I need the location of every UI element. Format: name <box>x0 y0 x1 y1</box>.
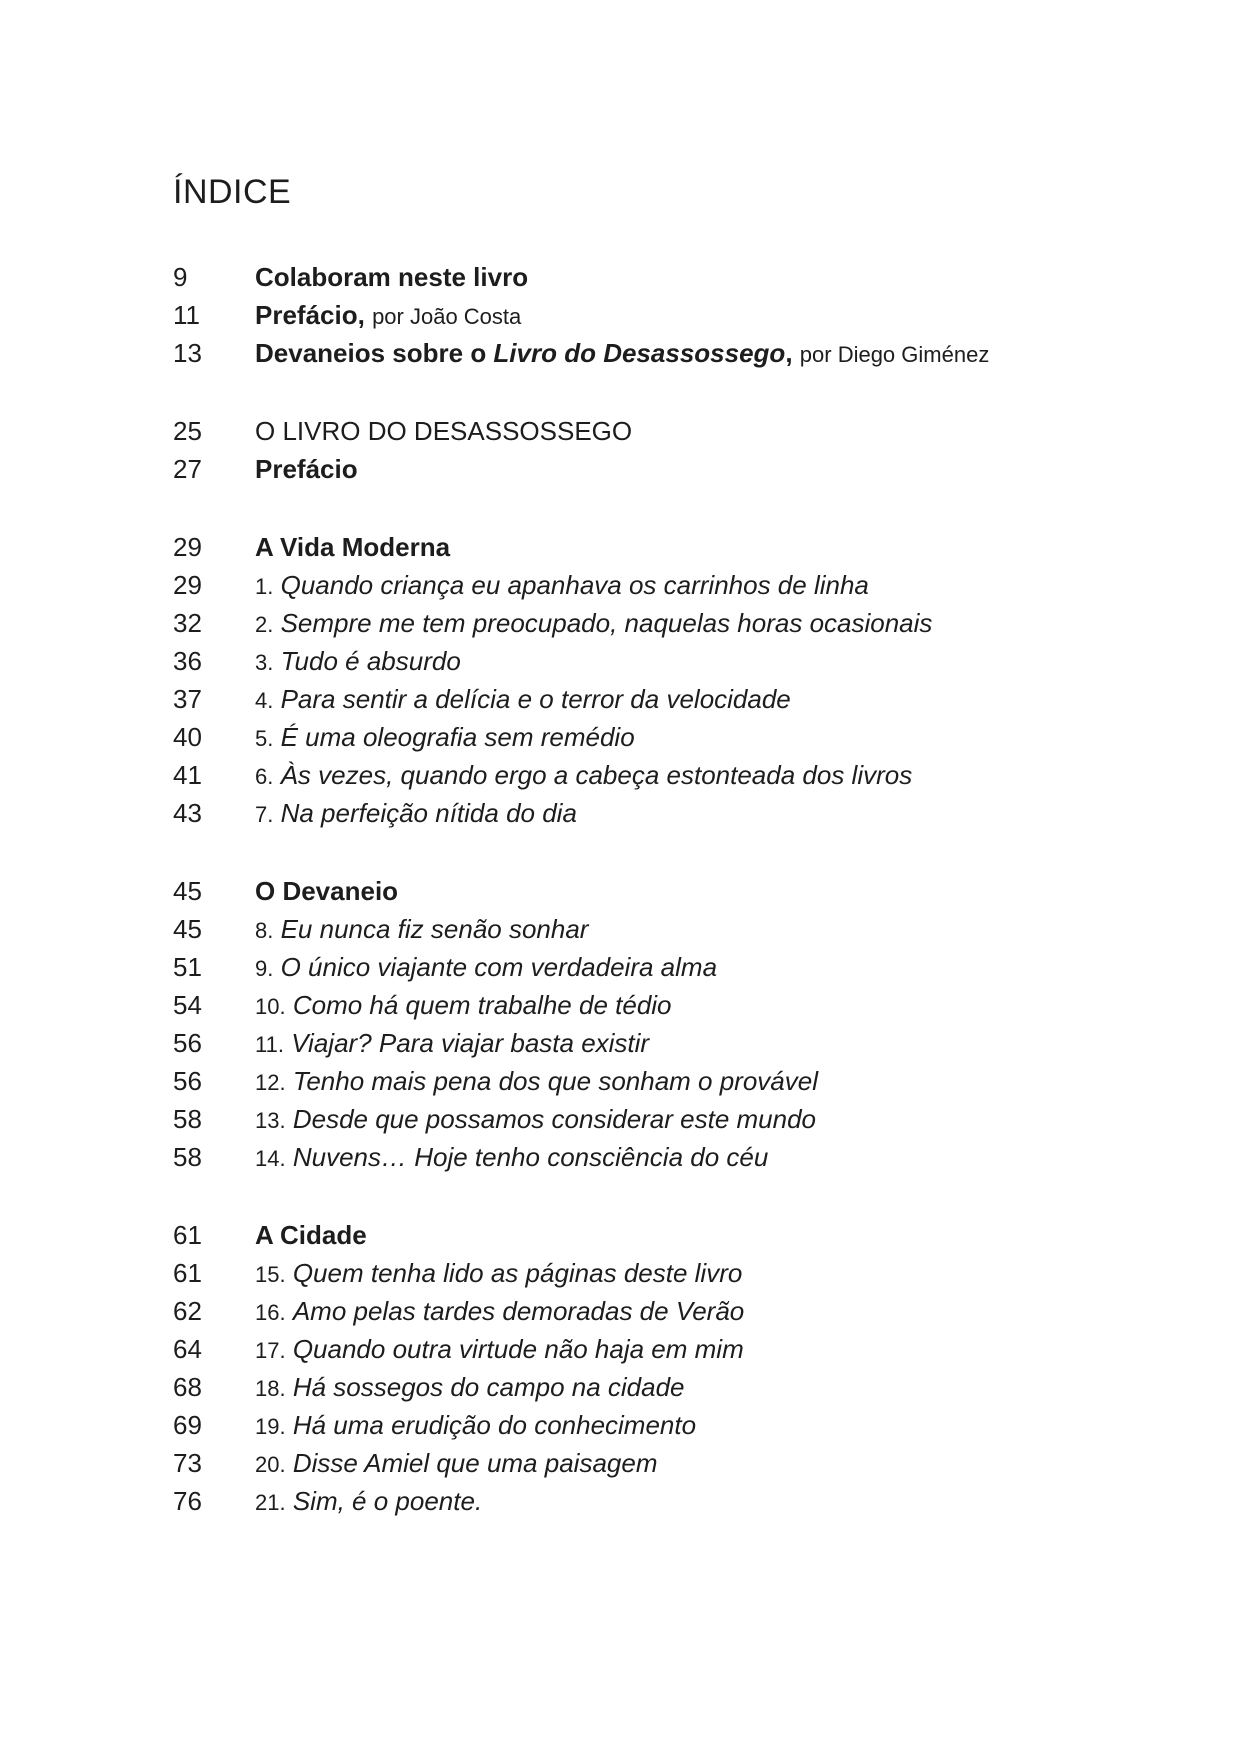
entry-title: Às vezes, quando ergo a cabeça estonteada dos livros <box>280 760 913 790</box>
page-number: 64 <box>173 1334 202 1364</box>
page-number: 29 <box>173 532 202 562</box>
entry-number: 17. <box>255 1338 286 1363</box>
entry-title: Prefácio, <box>255 300 365 330</box>
entry-title: Para sentir a delícia e o terror da velocidade <box>280 684 791 714</box>
entry-title: Tenho mais pena dos que sonham o provável <box>292 1066 818 1096</box>
entry-number: 3. <box>255 650 274 675</box>
entry-title: Colaboram neste livro <box>255 262 529 292</box>
toc-entry <box>173 1100 1153 1138</box>
entry-number: 5. <box>255 726 274 751</box>
page-number: 61 <box>173 1220 202 1250</box>
entry-title-post: , <box>785 338 793 368</box>
toc-entry-book-preface <box>173 450 1153 488</box>
page-number: 25 <box>173 416 202 446</box>
entry-title: Na perfeição nítida do dia <box>280 798 577 828</box>
entry-number: 10. <box>255 994 286 1019</box>
entry-title-italic: Livro do Desassossego <box>493 338 786 368</box>
entry-title-pre: Devaneios sobre o <box>255 338 494 368</box>
toc-entry <box>173 1482 1153 1520</box>
toc-section-heading <box>173 528 1153 566</box>
entry-number: 1. <box>255 574 274 599</box>
toc-entry <box>173 756 1153 794</box>
page-number: 51 <box>173 952 202 982</box>
toc-entry <box>173 1406 1153 1444</box>
page-number: 68 <box>173 1372 202 1402</box>
entry-number: 13. <box>255 1108 286 1133</box>
entry-number: 16. <box>255 1300 286 1325</box>
page-number: 45 <box>173 914 202 944</box>
entry-title: Desde que possamos considerar este mundo <box>292 1104 817 1134</box>
toc-entry <box>173 948 1153 986</box>
book-title: O LIVRO DO DESASSOSSEGO <box>255 416 633 446</box>
toc-entry <box>173 1330 1153 1368</box>
entry-title: Há uma erudição do conhecimento <box>292 1410 697 1440</box>
toc-entry-preface-by <box>173 296 1153 334</box>
entry-title: Nuvens… Hoje tenho consciência do céu <box>292 1142 769 1172</box>
toc-entry-devaneios <box>173 334 1153 372</box>
page-title: ÍNDICE <box>173 173 292 211</box>
table-of-contents <box>173 170 1153 1520</box>
toc-entry <box>173 642 1153 680</box>
entry-number: 2. <box>255 612 274 637</box>
entry-number: 6. <box>255 764 274 789</box>
toc-entry <box>173 1368 1153 1406</box>
page-number: 9 <box>173 262 188 292</box>
entry-author: por João Costa <box>372 304 522 329</box>
entry-number: 12. <box>255 1070 286 1095</box>
page-number: 54 <box>173 990 202 1020</box>
toc-section-heading <box>173 872 1153 910</box>
entry-title: Quando criança eu apanhava os carrinhos de linha <box>280 570 869 600</box>
page-number: 58 <box>173 1104 202 1134</box>
entry-number: 11. <box>255 1032 284 1057</box>
entry-number: 8. <box>255 918 274 943</box>
toc-section-heading <box>173 1216 1153 1254</box>
page-number: 56 <box>173 1028 202 1058</box>
entry-number: 14. <box>255 1146 286 1171</box>
entry-title: Sempre me tem preocupado, naquelas horas ocasionais <box>280 608 933 638</box>
entry-number: 4. <box>255 688 274 713</box>
entry-title: Há sossegos do campo na cidade <box>292 1372 685 1402</box>
entry-title: Tudo é absurdo <box>280 646 461 676</box>
page-number: 11 <box>173 300 200 330</box>
toc-entry <box>173 1444 1153 1482</box>
page-number: 40 <box>173 722 202 752</box>
toc-entry <box>173 986 1153 1024</box>
toc-entry-contributors <box>173 258 1153 296</box>
entry-title: Quando outra virtude não haja em mim <box>292 1334 744 1364</box>
entry-title: Amo pelas tardes demoradas de Verão <box>292 1296 745 1326</box>
page-number: 56 <box>173 1066 202 1096</box>
toc-entry <box>173 794 1153 832</box>
entry-title: Sim, é o poente. <box>292 1486 483 1516</box>
page-number: 76 <box>173 1486 202 1516</box>
toc-entry <box>173 1254 1153 1292</box>
entry-number: 20. <box>255 1452 286 1477</box>
page-number: 27 <box>173 454 202 484</box>
page-number: 61 <box>173 1258 202 1288</box>
page-number: 43 <box>173 798 202 828</box>
entry-number: 9. <box>255 956 274 981</box>
section-title: A Cidade <box>255 1220 367 1250</box>
entry-title: Quem tenha lido as páginas deste livro <box>292 1258 743 1288</box>
toc-entry-book-title <box>173 412 1153 450</box>
toc-entry <box>173 604 1153 642</box>
page-number: 73 <box>173 1448 202 1478</box>
page-number: 13 <box>173 338 202 368</box>
entry-number: 15. <box>255 1262 286 1287</box>
section-title: A Vida Moderna <box>255 532 451 562</box>
entry-title: Disse Amiel que uma paisagem <box>292 1448 658 1478</box>
toc-entry <box>173 1024 1153 1062</box>
page-number: 36 <box>173 646 202 676</box>
entry-title: Eu nunca fiz senão sonhar <box>280 914 589 944</box>
toc-entry <box>173 718 1153 756</box>
entry-title: Como há quem trabalhe de tédio <box>292 990 672 1020</box>
toc-entry <box>173 680 1153 718</box>
page-number: 69 <box>173 1410 202 1440</box>
page-number: 62 <box>173 1296 202 1326</box>
entry-number: 7. <box>255 802 274 827</box>
page-number: 29 <box>173 570 202 600</box>
entry-number: 19. <box>255 1414 286 1439</box>
page-number: 58 <box>173 1142 202 1172</box>
page-number: 41 <box>173 760 202 790</box>
entry-author: por Diego Giménez <box>799 342 990 367</box>
entry-title: O único viajante com verdadeira alma <box>280 952 718 982</box>
page-number: 32 <box>173 608 202 638</box>
entry-title: Viajar? Para viajar basta existir <box>291 1028 650 1058</box>
toc-entry <box>173 1292 1153 1330</box>
section-title: O Devaneio <box>255 876 399 906</box>
entry-number: 21. <box>255 1490 286 1515</box>
toc-entry <box>173 1062 1153 1100</box>
toc-entry <box>173 1138 1153 1176</box>
page-number: 37 <box>173 684 202 714</box>
entry-title: É uma oleografia sem remédio <box>280 722 635 752</box>
toc-sections <box>173 488 1153 1520</box>
toc-entry <box>173 566 1153 604</box>
toc-entry <box>173 910 1153 948</box>
page-number: 45 <box>173 876 202 906</box>
entry-number: 18. <box>255 1376 286 1401</box>
entry-title: Prefácio <box>255 454 358 484</box>
